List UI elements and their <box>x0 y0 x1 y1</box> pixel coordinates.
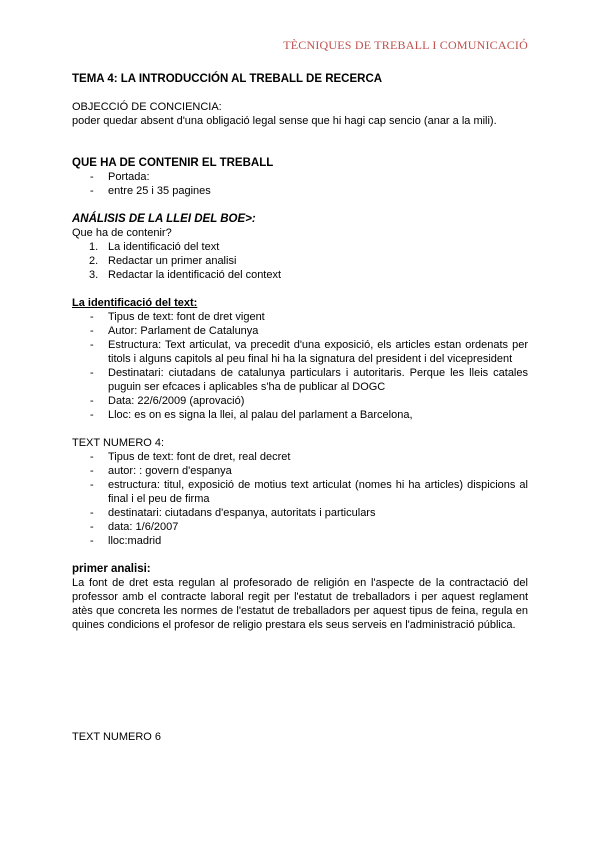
list-item: - Destinatari: ciutadans de catalunya particulars i autoritaris. Perque les lleis catales puguin ser efcaces i aplicables s'ha de publicar al DOGC <box>72 366 528 394</box>
list-item: - lloc:madrid <box>72 534 528 548</box>
list-item: - Data: 22/6/2009 (aprovació) <box>72 394 528 408</box>
list-item: 1. La identificació del text <box>89 241 220 253</box>
list-item: - autor: : govern d'espanya <box>72 464 528 478</box>
running-header: TÈCNIQUES DE TREBALL I COMUNICACIÓ <box>283 38 528 52</box>
list-item: - Tipus de text: font de dret vigent <box>72 310 528 324</box>
text4-heading: TEXT NUMERO 4: <box>72 437 165 449</box>
list-item: 2. Redactar un primer analisi <box>89 255 237 267</box>
identificacio-list <box>72 310 528 422</box>
list-item: - entre 25 i 35 pagines <box>72 184 528 198</box>
list-item: - data: 1/6/2007 <box>72 520 528 534</box>
primer-heading: primer analisi: <box>72 563 151 575</box>
list-item: - destinatari: ciutadans d'espanya, autoritats i particulars <box>72 506 528 520</box>
primer-text: La font de dret esta regulan al profesorado de religión en l'aspecte de la contractació del professor amb el contracte laboral regit per l'estatut de treballadors i per aquest reglament atès que concreta les normes de l'estatut de treballadors per aquest tipus de feina, regula en quines condicions el profesor de religio prestara els seus serveis en l'administració pública. <box>72 577 528 631</box>
list-item: - Lloc: es on es signa la llei, al palau del parlament a Barcelona, <box>72 408 528 422</box>
contenir-list <box>72 170 528 198</box>
list-item: - Estructura: Text articulat, va precedit d'una exposició, els articles estan ordenats per titols i alguns capitols al peu final hi ha la signatura del president i del vicepresident <box>72 338 528 366</box>
list-item: - estructura: titul, exposició de motius text articulat (nomes hi ha articles) dispicions al final i el peu de firma <box>72 478 528 506</box>
analisis-intro: Que ha de contenir? <box>72 227 172 239</box>
analisis-heading: ANÁLISIS DE LA LLEI DEL BOE>: <box>72 213 256 225</box>
text6-heading: TEXT NUMERO 6 <box>72 731 162 743</box>
identificacio-heading: La identificació del text: <box>72 297 198 309</box>
list-item: - Tipus de text: font de dret, real decret <box>72 450 528 464</box>
list-item: - Portada: <box>72 170 528 184</box>
list-item: - Autor: Parlament de Catalunya <box>72 324 528 338</box>
document-title: TEMA 4: LA INTRODUCCIÓN AL TREBALL DE RECERCA <box>72 73 383 85</box>
text4-list <box>72 450 528 548</box>
list-item: 3. Redactar la identificació del context <box>89 269 282 281</box>
contenir-heading: QUE HA DE CONTENIR EL TREBALL <box>72 157 274 169</box>
analisis-steps <box>72 240 528 282</box>
objeccio-text: poder quedar absent d'una obligació legal sense que hi hagi cap sencio (anar a la mili). <box>72 115 497 127</box>
objeccio-label: OBJECCIÓ DE CONCIENCIA: <box>72 101 222 113</box>
document-body <box>72 72 528 744</box>
